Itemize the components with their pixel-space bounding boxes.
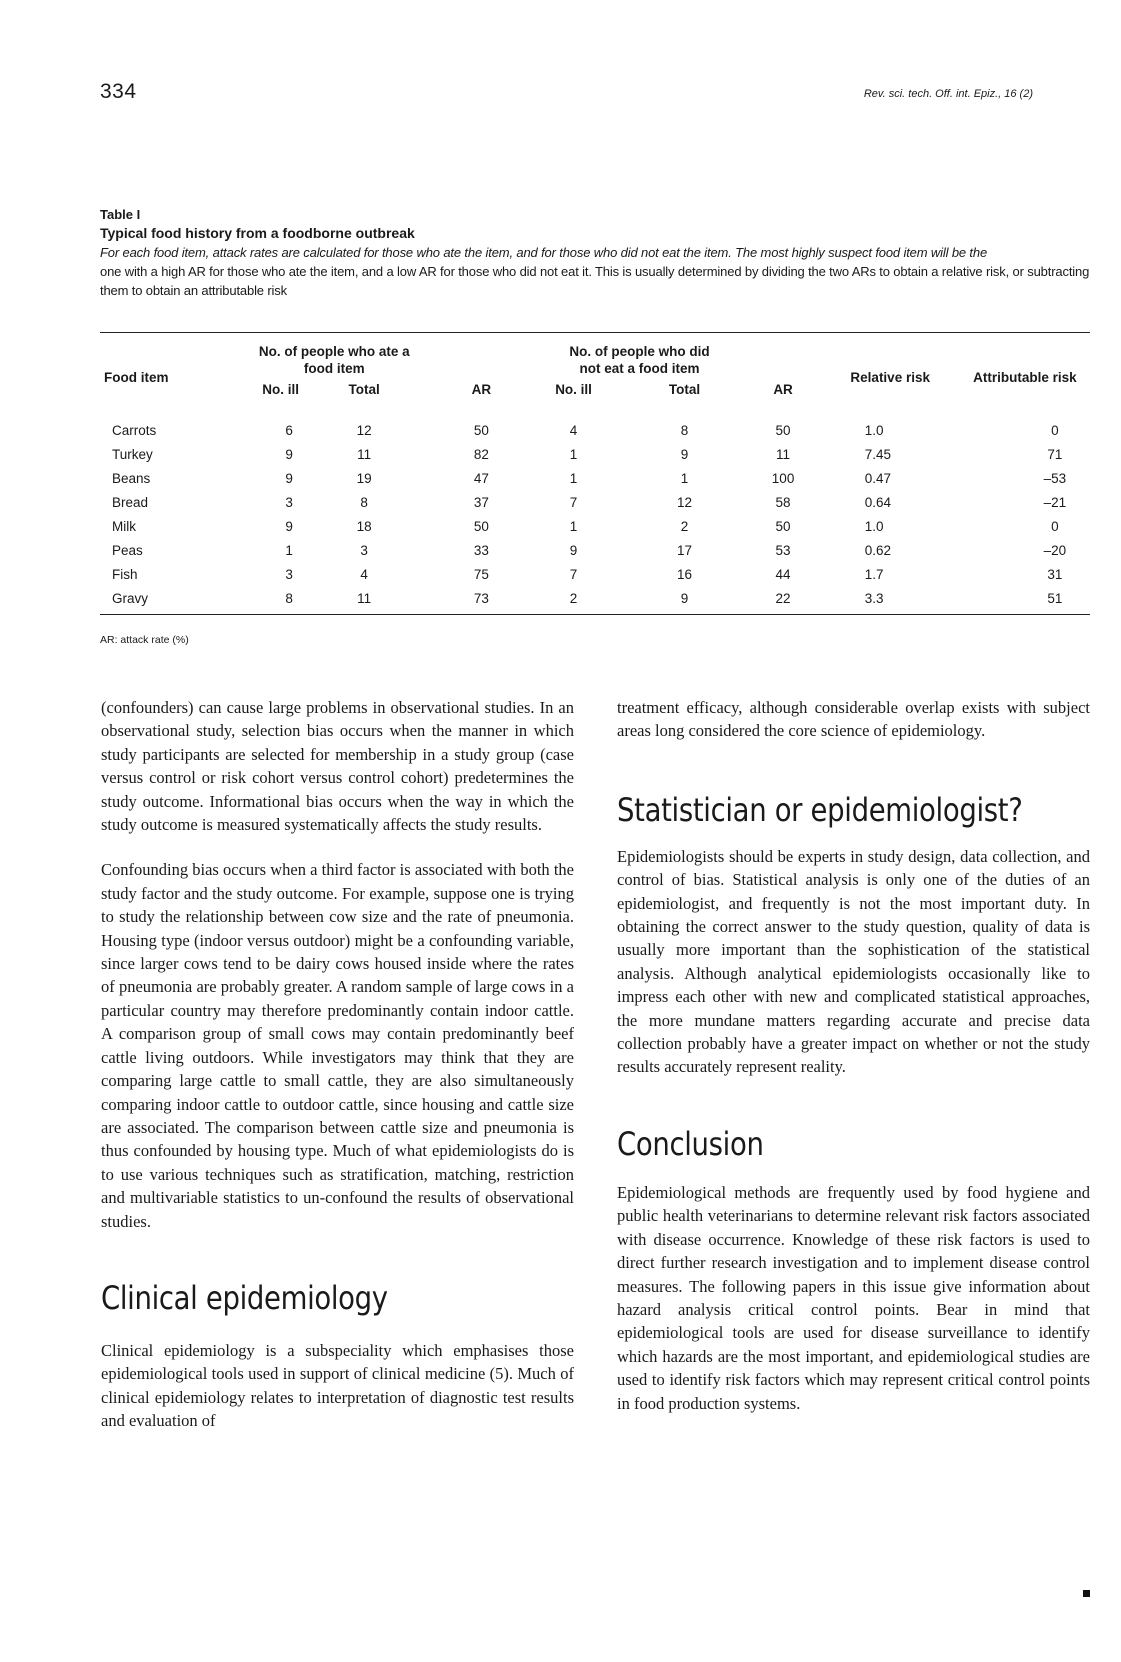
header-ate-group-text: No. of people who ate a food item [258, 344, 410, 376]
cell-relative-risk: 7.45 [864, 446, 891, 462]
cell-ate-total: 18 [356, 518, 372, 534]
cell-not-ill: 7 [569, 494, 578, 510]
paragraph-statistician: Epidemiologists should be experts in study design, data collection, and control of bias. Statistical analysis is only one of the duties of an epidemiologist, and frequently is not the most important duty. In obtaining the correct answer to the study question, quality of data is usually more important than the sophistication of the statistical analysis. Although analytical epidemiologists occasionally like to impress each other with new and complicated statistical approaches, the more mundane matters regarding accurate and precise data collection probably have a greater impact on whether or not the study results accurately represent reality. [617, 846, 1090, 1077]
cell-attributable-risk: 71 [1047, 446, 1063, 462]
header-ate-group [209, 333, 419, 378]
cell-ate-ill: 9 [285, 470, 293, 486]
table-label: Table I [100, 207, 141, 222]
heading-statistician: Statistician or epidemiologist? [617, 790, 1023, 829]
cell-ate-ar: 73 [473, 590, 489, 606]
food-history-table [100, 332, 1090, 615]
table-row [100, 490, 1090, 514]
header-ate-ar: AR [471, 382, 492, 397]
table-row [100, 442, 1090, 466]
cell-relative-risk: 3.3 [864, 590, 884, 606]
header-food-item: Food item [104, 370, 169, 385]
cell-relative-risk: 0.47 [864, 470, 891, 486]
cell-ate-ar: 50 [473, 518, 489, 534]
header-not-no-ill: No. ill [555, 382, 592, 397]
cell-not-ar: 11 [776, 446, 791, 462]
heading-clinical-epidemiology: Clinical epidemiology [101, 1278, 388, 1317]
cell-ate-ar: 37 [473, 494, 489, 510]
header-not-ar: AR [773, 382, 793, 397]
paragraph-confounding: Confounding bias occurs when a third factor is associated with both the study factor and the study outcome. For example, suppose one is trying to study the relationship between cow size and the rate of pneumonia. Housing type (indoor versus outdoor) might be a confounding variable, since larger cows tend to be dairy cows housed inside where the rates of pneumonia are probably greater. A random sample of large cows in a particular country may therefore predominantly contain indoor cattle. A comparison group of small cows may contain predominantly beef cattle living outdoors. While investigators may think that they are comparing large cattle to small cattle, they are also simultaneously comparing indoor cattle to outdoor cattle, since housing and cattle size are associated. The comparison between cattle size and pneumonia is thus confounded by housing type. Much of what epidemiologists do is to use various techniques such as stratification, matching, restriction and multivariable statistics to un-confound the results of observational studies. [101, 860, 574, 1231]
cell-ate-total: 11 [357, 590, 372, 606]
cell-relative-risk: 0.64 [864, 494, 891, 510]
table-row [100, 586, 1090, 615]
cell-not-total: 2 [680, 518, 689, 534]
table-description-upright: one with a high AR for those who ate the item, and a low AR for those who did not eat it. This is usually determined by dividing the two ARs to obtain a relative risk, or subtracting them to obtain an attributable risk [100, 264, 1090, 298]
header-not-ate-group-text: No. of people who did not eat a food item [569, 344, 710, 376]
header-spacer-ar [419, 333, 513, 378]
cell-not-total: 12 [676, 494, 692, 510]
cell-ate-ill: 3 [285, 494, 293, 510]
header-relative-risk: Relative risk [850, 370, 930, 385]
cell-ate-total: 12 [356, 422, 372, 438]
header-attributable-risk: Attributable risk [973, 370, 1077, 385]
table-caption [100, 206, 1090, 300]
end-of-article-square [1083, 1590, 1090, 1597]
cell-not-ar: 53 [775, 542, 791, 558]
cell-not-ar: 22 [775, 590, 791, 606]
cell-food: Beans [112, 470, 151, 486]
cell-ate-total: 4 [360, 566, 368, 582]
paragraph-treatment: treatment efficacy, although considerable overlap exists with subject areas long considered the core science of epidemiology. [617, 698, 1090, 741]
cell-not-ill: 7 [569, 566, 578, 582]
header-spacer-ar2 [725, 333, 820, 378]
cell-food: Peas [112, 542, 143, 558]
cell-attributable-risk: –53 [1043, 470, 1067, 486]
running-head: Rev. sci. tech. Off. int. Epiz., 16 (2) [863, 88, 1033, 100]
cell-not-ill: 1 [569, 470, 578, 486]
cell-not-ar: 50 [775, 518, 791, 534]
cell-food: Bread [112, 494, 149, 510]
table-title: Typical food history from a foodborne outbreak [100, 225, 415, 241]
cell-food: Gravy [112, 590, 149, 606]
cell-ate-ar: 47 [473, 470, 489, 486]
cell-not-ar: 50 [775, 422, 791, 438]
cell-food: Carrots [112, 422, 157, 438]
table-description [100, 243, 1090, 300]
paragraph-conclusion: Epidemiological methods are frequently used by food hygiene and public health veterinarians to determine relevant risk factors associated with disease occurrence. Knowledge of these risk factors is used to direct further research investigation and to implement disease control measures. The following papers in this issue give information about hazard analysis critical control points. Bear in mind that epidemiological tools are used for disease surveillance to identify which hazards are the most important, and epidemiological studies are used to identify risk factors which may represent critical control points in food production systems. [617, 1182, 1090, 1413]
table-row [100, 514, 1090, 538]
paragraph-clinical: Clinical epidemiology is a subspeciality which emphasises those epidemiological tools used in support of clinical medicine (5). Much of clinical epidemiology relates to interpretation of diagnostic test results and evaluation of [101, 1340, 574, 1431]
header-not-total: Total [668, 382, 701, 397]
table-row [100, 562, 1090, 586]
cell-ate-ill: 9 [285, 518, 293, 534]
cell-not-ar: 44 [775, 566, 791, 582]
cell-attributable-risk: –20 [1043, 542, 1067, 558]
left-column [101, 696, 574, 1456]
heading-conclusion: Conclusion [617, 1124, 764, 1163]
paragraph-bias: (confounders) can cause large problems in observational studies. In an observational study, selection bias occurs when the manner in which study participants are selected for membership in a study group (case versus control or risk cohort versus control cohort) predetermines the study outcome. Informational bias occurs when the way in which the study outcome is measured systematically affects the study results. [101, 698, 574, 835]
cell-ate-ar: 75 [473, 566, 489, 582]
table-row [100, 466, 1090, 490]
cell-not-ar: 58 [775, 494, 791, 510]
table-row [100, 412, 1090, 442]
cell-food: Turkey [112, 446, 153, 462]
table-row [100, 538, 1090, 562]
cell-ate-total: 3 [360, 542, 368, 558]
header-ate-total: Total [348, 382, 380, 397]
cell-ate-ar: 33 [473, 542, 489, 558]
cell-ate-ill: 3 [285, 566, 293, 582]
cell-not-total: 8 [680, 422, 689, 438]
cell-ate-ar: 82 [473, 446, 489, 462]
cell-not-ill: 1 [569, 518, 578, 534]
table-footnote: AR: attack rate (%) [100, 634, 189, 646]
cell-ate-ill: 6 [285, 422, 293, 438]
cell-not-total: 16 [676, 566, 692, 582]
cell-ate-ill: 1 [285, 542, 293, 558]
table-header-row-1 [100, 333, 1090, 378]
cell-not-ar: 100 [771, 470, 795, 486]
cell-relative-risk: 1.0 [864, 422, 884, 438]
cell-ate-ill: 9 [285, 446, 293, 462]
cell-not-total: 17 [676, 542, 692, 558]
page-number: 334 [100, 80, 137, 103]
cell-not-total: 9 [680, 446, 689, 462]
header-ate-no-ill: No. ill [262, 382, 299, 397]
cell-relative-risk: 1.0 [864, 518, 884, 534]
cell-ate-ar: 50 [473, 422, 489, 438]
right-column [617, 696, 1090, 1438]
cell-attributable-risk: 0 [1051, 422, 1059, 438]
cell-attributable-risk: –21 [1043, 494, 1067, 510]
cell-not-total: 9 [680, 590, 689, 606]
cell-food: Milk [112, 518, 136, 534]
cell-not-total: 1 [680, 470, 689, 486]
cell-attributable-risk: 51 [1047, 590, 1063, 606]
cell-food: Fish [112, 566, 138, 582]
cell-ate-total: 11 [357, 446, 372, 462]
cell-relative-risk: 0.62 [864, 542, 891, 558]
cell-relative-risk: 1.7 [864, 566, 884, 582]
cell-ate-ill: 8 [285, 590, 293, 606]
cell-ate-total: 19 [356, 470, 372, 486]
cell-not-ill: 4 [569, 422, 578, 438]
cell-ate-total: 8 [360, 494, 368, 510]
cell-attributable-risk: 0 [1051, 518, 1059, 534]
cell-not-ill: 2 [569, 590, 578, 606]
cell-not-ill: 9 [569, 542, 578, 558]
header-not-ate-group [514, 333, 726, 378]
cell-not-ill: 1 [569, 446, 578, 462]
table-description-italic: For each food item, attack rates are calculated for those who ate the item, and for those who did not eat the item. The most highly suspect food item will be the [100, 245, 988, 260]
cell-attributable-risk: 31 [1047, 566, 1063, 582]
